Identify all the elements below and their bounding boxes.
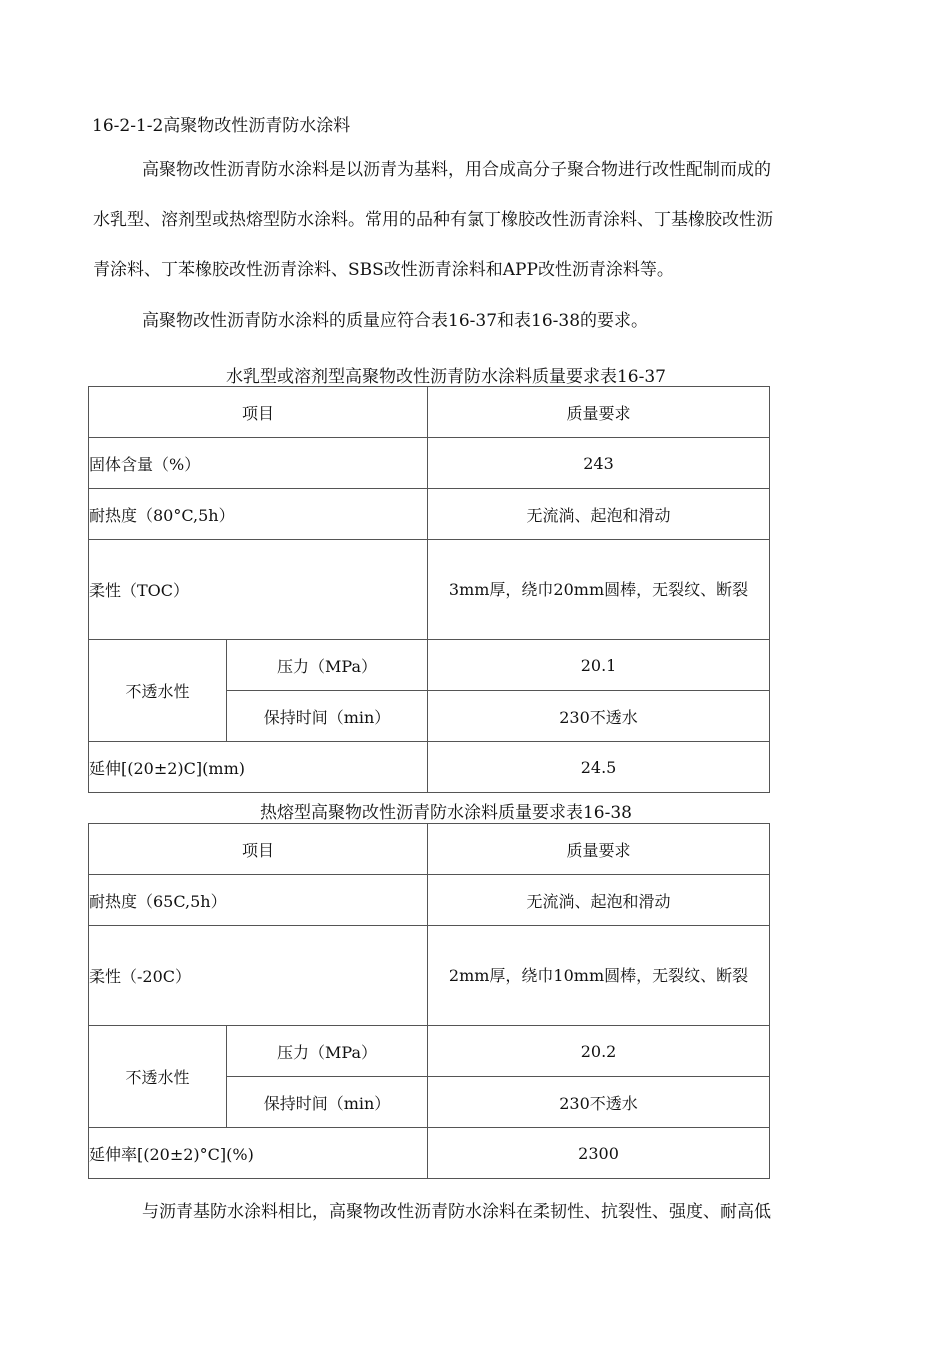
row-extension-label: 延伸率[(20±2)°C](%) bbox=[89, 1128, 428, 1179]
row-heat-label: 耐热度（80°C,5h） bbox=[89, 489, 428, 540]
requirement-paragraph: 高聚物改性沥青防水涂料的质量应符合表16-37和表16-38的要求。 bbox=[142, 311, 649, 331]
row-flex-label: 柔性（-20C） bbox=[89, 926, 428, 1026]
row-heat-label: 耐热度（65C,5h） bbox=[89, 875, 428, 926]
header-item: 项目 bbox=[89, 387, 428, 438]
row-extension-label: 延伸[(20±2)C](mm) bbox=[89, 742, 428, 793]
row-time-value: 230不透水 bbox=[428, 1077, 770, 1128]
intro-paragraph-line-1: 高聚物改性沥青防水涂料是以沥青为基料，用合成高分子聚合物进行改性配制而成的 bbox=[142, 160, 771, 180]
row-pressure-value: 20.1 bbox=[428, 640, 770, 691]
quality-table-16-37 bbox=[88, 386, 770, 793]
row-time-label: 保持时间（min） bbox=[227, 1077, 428, 1128]
table2-caption: 热熔型高聚物改性沥青防水涂料质量要求表16-38 bbox=[259, 803, 632, 823]
quality-table-16-38 bbox=[88, 823, 770, 1179]
row-time-value: 230不透水 bbox=[428, 691, 770, 742]
row-impermeable-label: 不透水性 bbox=[89, 640, 227, 742]
intro-paragraph-line-2: 水乳型、溶剂型或热熔型防水涂料。常用的品种有氯丁橡胶改性沥青涂料、丁基橡胶改性沥 bbox=[93, 210, 773, 230]
row-time-label: 保持时间（min） bbox=[227, 691, 428, 742]
row-flex-label: 柔性（TOC） bbox=[89, 540, 428, 640]
row-solid-value: 243 bbox=[428, 438, 770, 489]
row-solid-label: 固体含量（%） bbox=[89, 438, 428, 489]
row-pressure-label: 压力（MPa） bbox=[227, 1026, 428, 1077]
row-extension-value: 2300 bbox=[428, 1128, 770, 1179]
header-requirement: 质量要求 bbox=[428, 824, 770, 875]
row-flex-value: 2mm厚，绕巾10mm圆棒，无裂纹、断裂 bbox=[428, 926, 770, 1026]
row-heat-value: 无流淌、起泡和滑动 bbox=[428, 489, 770, 540]
intro-paragraph-line-3: 青涂料、丁苯橡胶改性沥青涂料、SBS改性沥青涂料和APP改性沥青涂料等。 bbox=[93, 260, 674, 280]
row-extension-value: 24.5 bbox=[428, 742, 770, 793]
row-heat-value: 无流淌、起泡和滑动 bbox=[428, 875, 770, 926]
section-heading: 16-2-1-2高聚物改性沥青防水涂料 bbox=[92, 116, 351, 136]
row-impermeable-label: 不透水性 bbox=[89, 1026, 227, 1128]
row-pressure-value: 20.2 bbox=[428, 1026, 770, 1077]
row-flex-value: 3mm厚，绕巾20mm圆棒，无裂纹、断裂 bbox=[428, 540, 770, 640]
header-requirement: 质量要求 bbox=[428, 387, 770, 438]
row-pressure-label: 压力（MPa） bbox=[227, 640, 428, 691]
closing-paragraph-line: 与沥青基防水涂料相比，高聚物改性沥青防水涂料在柔韧性、抗裂性、强度、耐高低 bbox=[142, 1202, 771, 1222]
header-item: 项目 bbox=[89, 824, 428, 875]
table1-caption: 水乳型或溶剂型高聚物改性沥青防水涂料质量要求表16-37 bbox=[225, 367, 666, 387]
